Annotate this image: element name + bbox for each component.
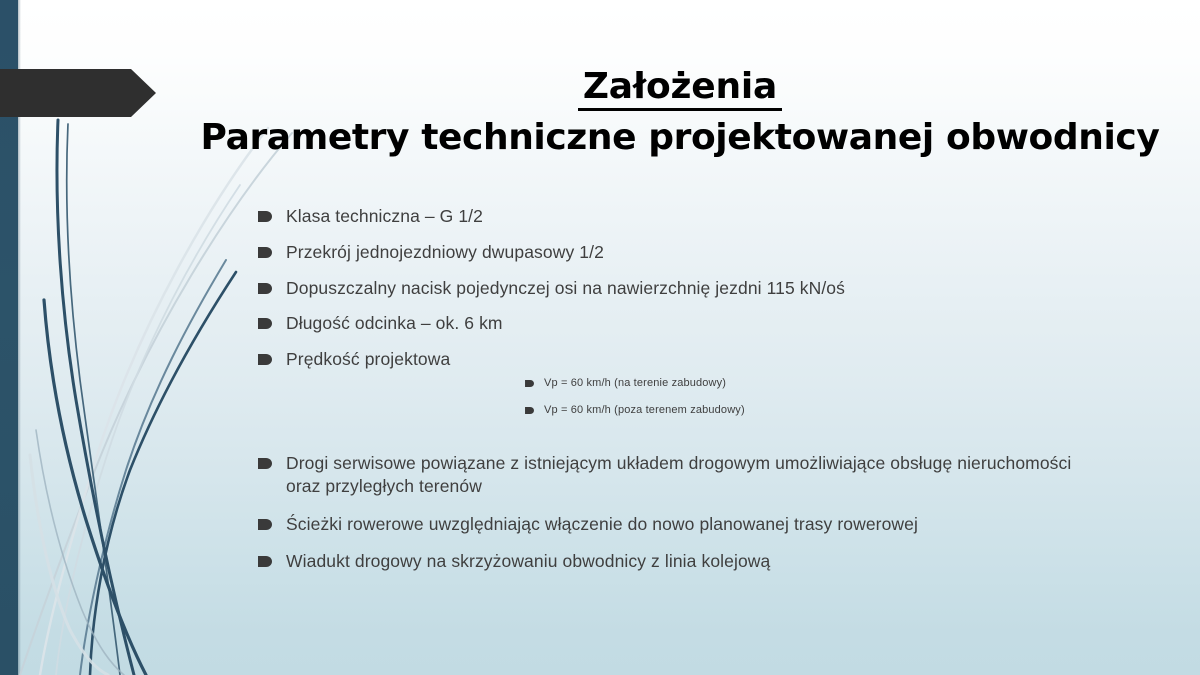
list-item-text: Ścieżki rowerowe uwzględniając włączenie do nowo planowanej trasy rowerowej bbox=[286, 513, 918, 534]
list-item bbox=[258, 348, 1138, 371]
list-item bbox=[258, 277, 1138, 300]
list-item bbox=[258, 241, 1138, 264]
list-item bbox=[258, 312, 1138, 335]
list-item bbox=[258, 550, 1088, 573]
bullet-list-bottom bbox=[258, 452, 1088, 588]
bullet-list-top bbox=[258, 205, 1138, 384]
pennant-arrow-bullet-icon bbox=[258, 354, 272, 365]
pennant-arrow-bullet-icon bbox=[258, 556, 272, 567]
pennant-arrow-bullet-icon bbox=[258, 247, 272, 258]
list-item-text: Dopuszczalny nacisk pojedynczej osi na nawierzchnię jezdni 115 kN/oś bbox=[286, 277, 845, 298]
list-item-text: Wiadukt drogowy na skrzyżowaniu obwodnicy z linia kolejową bbox=[286, 551, 771, 572]
sub-list-item-text: Vp = 60 km/h (na terenie zabudowy) bbox=[544, 377, 727, 389]
slide-title bbox=[180, 66, 1180, 160]
sub-list-item-text: Vp = 60 km/h (poza terenem zabudowy) bbox=[544, 404, 745, 417]
bullet-list-sub bbox=[525, 376, 1025, 431]
pennant-arrow-bullet-icon bbox=[258, 318, 272, 329]
pennant-arrow-bullet-icon bbox=[525, 380, 534, 387]
list-item bbox=[258, 205, 1138, 228]
list-item bbox=[258, 513, 1088, 536]
pennant-arrow-bullet-icon bbox=[258, 458, 272, 469]
list-item-text: Klasa techniczna – G 1/2 bbox=[286, 206, 483, 226]
title-line-1 bbox=[180, 66, 1180, 111]
title-line-1-underlined-text: Założenia bbox=[578, 66, 782, 111]
pennant-arrow-bullet-icon bbox=[258, 519, 272, 530]
sub-list-item bbox=[525, 403, 1025, 417]
list-item-text: Drogi serwisowe powiązane z istniejącym układem drogowym umożliwiające obsługę nieruchomości oraz przyległych terenów bbox=[286, 453, 1072, 496]
pennant-arrow-bullet-icon bbox=[258, 211, 272, 222]
list-item-text: Przekrój jednojezdniowy dwupasowy 1/2 bbox=[286, 241, 604, 262]
pennant-arrow-bullet-icon bbox=[525, 407, 534, 414]
list-item-text: Prędkość projektowa bbox=[286, 349, 451, 369]
list-item-text: Długość odcinka – ok. 6 km bbox=[286, 313, 503, 334]
list-item bbox=[258, 452, 1088, 498]
pennant-arrow-bullet-icon bbox=[258, 283, 272, 294]
sub-list-item bbox=[525, 376, 1025, 390]
title-line-2: Parametry techniczne projektowanej obwodnicy bbox=[200, 117, 1160, 159]
